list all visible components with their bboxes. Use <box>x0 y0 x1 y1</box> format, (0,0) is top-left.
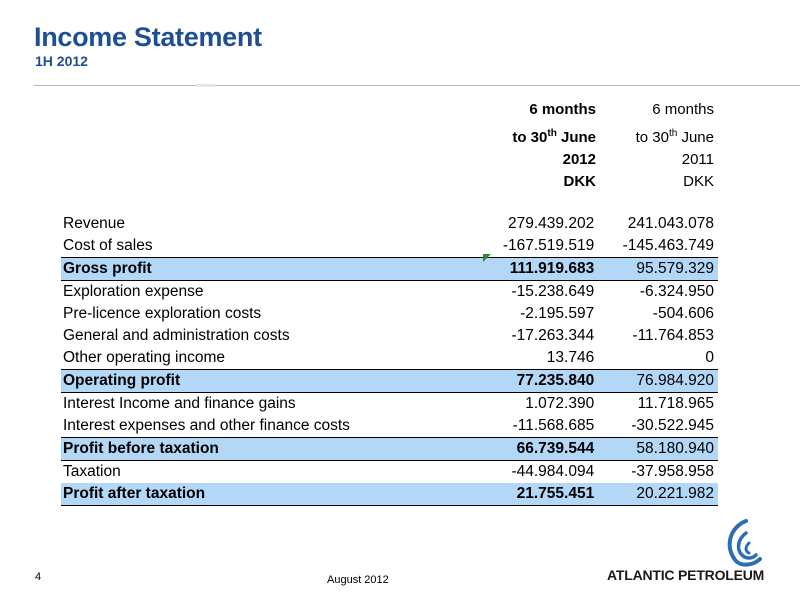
table-row <box>61 347 718 370</box>
row-current-value: -2.195.597 <box>520 305 595 322</box>
table-row <box>61 461 718 484</box>
title-divider <box>34 85 800 86</box>
col-current-currency: DKK <box>563 173 596 190</box>
row-label: Exploration expense <box>63 283 204 300</box>
col-current-year: 2012 <box>562 151 596 168</box>
table-row <box>61 393 718 416</box>
row-label: Cost of sales <box>63 237 153 254</box>
row-current-value: -17.263.344 <box>511 327 595 344</box>
row-current-value: -15.238.649 <box>511 283 595 300</box>
row-current-value: 21.755.451 <box>472 483 600 506</box>
income-statement-table <box>61 213 718 506</box>
col-prior-line1: 6 months <box>652 101 714 118</box>
footer-date: August 2012 <box>327 574 389 586</box>
row-current-value: 77.235.840 <box>472 370 600 393</box>
row-label: Revenue <box>63 215 126 232</box>
table-row <box>61 325 718 347</box>
row-label: Interest Income and finance gains <box>63 395 296 412</box>
row-label: Interest expenses and other finance costs <box>63 417 350 434</box>
row-prior-value: 76.984.920 <box>600 370 718 393</box>
divider-notch <box>195 84 215 87</box>
row-prior-value: -11.764.853 <box>632 327 714 344</box>
table-row-total <box>61 258 718 281</box>
row-prior-value: -6.324.950 <box>639 283 714 300</box>
row-label: Other operating income <box>63 349 225 366</box>
row-prior-value: 95.579.329 <box>600 258 718 281</box>
row-prior-value: 20.221.982 <box>600 483 718 506</box>
cell-comment-marker-icon <box>483 254 493 264</box>
row-label: Taxation <box>63 463 121 480</box>
table-row <box>61 281 718 304</box>
page-title: Income Statement <box>34 22 262 52</box>
row-label: Pre-licence exploration costs <box>63 305 262 322</box>
col-current-line2: to 30th June <box>512 128 596 146</box>
table-row <box>61 235 718 258</box>
col-prior-line2: to 30th June <box>635 128 714 146</box>
row-label: Gross profit <box>61 258 472 281</box>
row-current-value: 279.439.202 <box>508 215 595 232</box>
table-row <box>61 213 718 235</box>
row-label: Profit after taxation <box>61 483 472 506</box>
company-logo-text: ATLANTIC PETROLEUM <box>607 567 765 583</box>
row-current-value: -11.568.685 <box>512 417 595 434</box>
col-current-line1: 6 months <box>529 101 596 118</box>
col-prior-currency: DKK <box>683 173 714 190</box>
atlantic-petroleum-logo-icon <box>716 517 764 567</box>
page-number: 4 <box>35 571 42 583</box>
row-prior-value: -37.958.958 <box>631 463 714 480</box>
table-row <box>61 415 718 438</box>
col-prior-year: 2011 <box>681 151 714 168</box>
table-row <box>61 303 718 325</box>
row-current-value: 1.072.390 <box>525 395 595 412</box>
row-prior-value: 11.718.965 <box>637 395 714 412</box>
row-prior-value: 241.043.078 <box>627 215 714 232</box>
row-current-value: -44.984.094 <box>511 463 595 480</box>
row-current-value: 66.739.544 <box>472 438 600 461</box>
row-prior-value: 58.180.940 <box>600 438 718 461</box>
table-row-total <box>61 483 718 506</box>
row-label: General and administration costs <box>63 327 290 344</box>
row-prior-value: -504.606 <box>652 305 714 322</box>
row-prior-value: 0 <box>705 349 714 366</box>
table-row-total <box>61 370 718 393</box>
row-current-value: 111.919.683 <box>472 258 600 281</box>
row-prior-value: -145.463.749 <box>622 237 714 254</box>
row-current-value: 13.746 <box>546 349 595 366</box>
row-current-value: -167.519.519 <box>502 237 595 254</box>
row-label: Profit before taxation <box>61 438 472 461</box>
table-row-total <box>61 438 718 461</box>
page-subtitle: 1H 2012 <box>35 53 88 69</box>
row-label: Operating profit <box>61 370 472 393</box>
row-prior-value: -30.522.945 <box>631 417 714 434</box>
